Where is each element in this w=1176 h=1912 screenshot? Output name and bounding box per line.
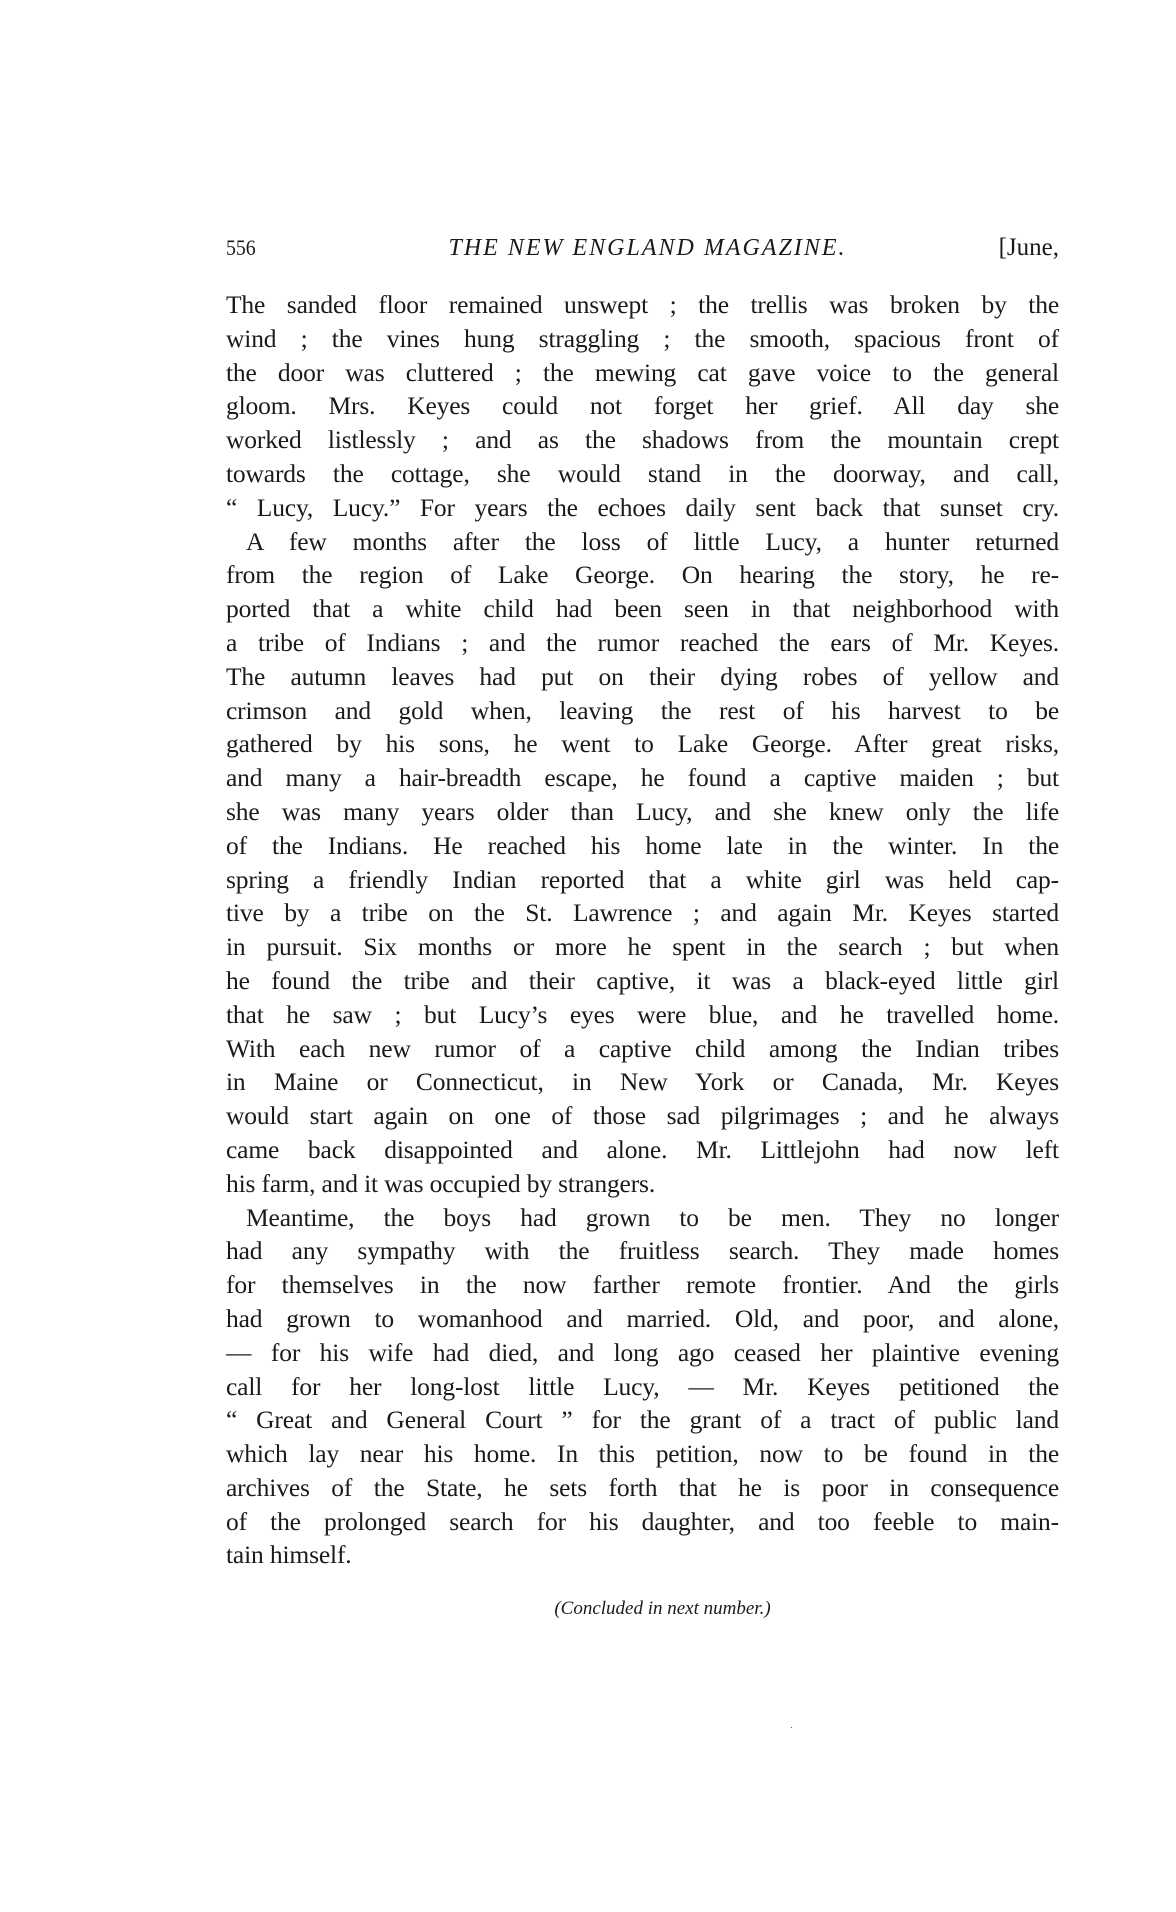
text-line: for themselves in the now farther remote frontier. And the girls (226, 1270, 1059, 1300)
magazine-title: THE NEW ENGLAND MAGAZINE. (448, 235, 847, 261)
text-line: A few months after the loss of little Lucy, a hunter returned (246, 526, 1059, 556)
concluded-note: (Concluded in next number.) (554, 1598, 771, 1620)
text-line: tain himself. (226, 1540, 352, 1570)
text-line: “ Lucy, Lucy.” For years the echoes daily sent back that sunset cry. (226, 492, 1059, 522)
scan-speck (791, 1727, 792, 1728)
text-line: from the region of Lake George. On hearing the story, he re- (226, 560, 1059, 590)
text-line: tive by a tribe on the St. Lawrence ; and again Mr. Keyes started (226, 898, 1059, 928)
magazine-page (226, 228, 1059, 1624)
text-line: in Maine or Connecticut, in New York or Canada, Mr. Keyes (226, 1067, 1059, 1097)
paragraph-3 (226, 1201, 1059, 1573)
text-line: which lay near his home. In this petition, now to be found in the (226, 1439, 1059, 1469)
text-line: she was many years older than Lucy, and she knew only the life (226, 796, 1059, 826)
text-line: towards the cottage, she would stand in the doorway, and call, (226, 458, 1059, 488)
text-line: ported that a white child had been seen in that neighborhood with (226, 594, 1059, 624)
article-body (226, 288, 1059, 1572)
text-line: had grown to womanhood and married. Old, and poor, and alone, (226, 1303, 1059, 1333)
text-line: gloom. Mrs. Keyes could not forget her grief. All day she (226, 391, 1059, 421)
text-line: that he saw ; but Lucy’s eyes were blue, and he travelled home. (226, 999, 1059, 1029)
text-line: a tribe of Indians ; and the rumor reached the ears of Mr. Keyes. (226, 627, 1059, 657)
text-line: of the prolonged search for his daughter, and too feeble to main- (226, 1506, 1059, 1536)
text-line: spring a friendly Indian reported that a white girl was held cap- (226, 864, 1059, 894)
text-line: call for her long-lost little Lucy, — Mr. Keyes petitioned the (226, 1371, 1059, 1401)
text-line: gathered by his sons, he went to Lake George. After great risks, (226, 729, 1059, 759)
text-line: archives of the State, he sets forth that he is poor in consequence (226, 1472, 1059, 1502)
text-line: in pursuit. Six months or more he spent in the search ; but when (226, 932, 1059, 962)
text-line: crimson and gold when, leaving the rest of his harvest to be (226, 695, 1059, 725)
text-line: “ Great and General Court ” for the grant of a tract of public land (226, 1405, 1059, 1435)
text-line: With each new rumor of a captive child among the Indian tribes (226, 1033, 1059, 1063)
text-line: wind ; the vines hung straggling ; the smooth, spacious front of (226, 323, 1059, 353)
text-line: and many a hair-breadth escape, he found a captive maiden ; but (226, 763, 1059, 793)
text-line: The autumn leaves had put on their dying robes of yellow and (226, 661, 1059, 691)
text-line: came back disappointed and alone. Mr. Littlejohn had now left (226, 1134, 1059, 1164)
text-line: The sanded floor remained unswept ; the trellis was broken by the (226, 290, 1059, 319)
text-line: had any sympathy with the fruitless search. They made homes (226, 1236, 1059, 1266)
page-number: 556 (226, 235, 256, 260)
text-line: his farm, and it was occupied by strangers. (226, 1168, 656, 1198)
text-line: — for his wife had died, and long ago ceased her plaintive evening (226, 1337, 1059, 1367)
text-line: worked listlessly ; and as the shadows from the mountain crept (226, 425, 1059, 455)
issue-month: [June, (998, 234, 1059, 261)
text-line: he found the tribe and their captive, it was a black-eyed little girl (226, 965, 1059, 995)
running-head (226, 228, 1059, 268)
text-line: Meantime, the boys had grown to be men. They no longer (246, 1202, 1059, 1232)
text-line: would start again on one of those sad pilgrimages ; and he always (226, 1101, 1059, 1131)
paragraph-1 (226, 288, 1059, 525)
paragraph-2 (226, 525, 1059, 1201)
text-line: of the Indians. He reached his home late in the winter. In the (226, 830, 1059, 860)
text-line: the door was cluttered ; the mewing cat gave voice to the general (226, 357, 1059, 387)
